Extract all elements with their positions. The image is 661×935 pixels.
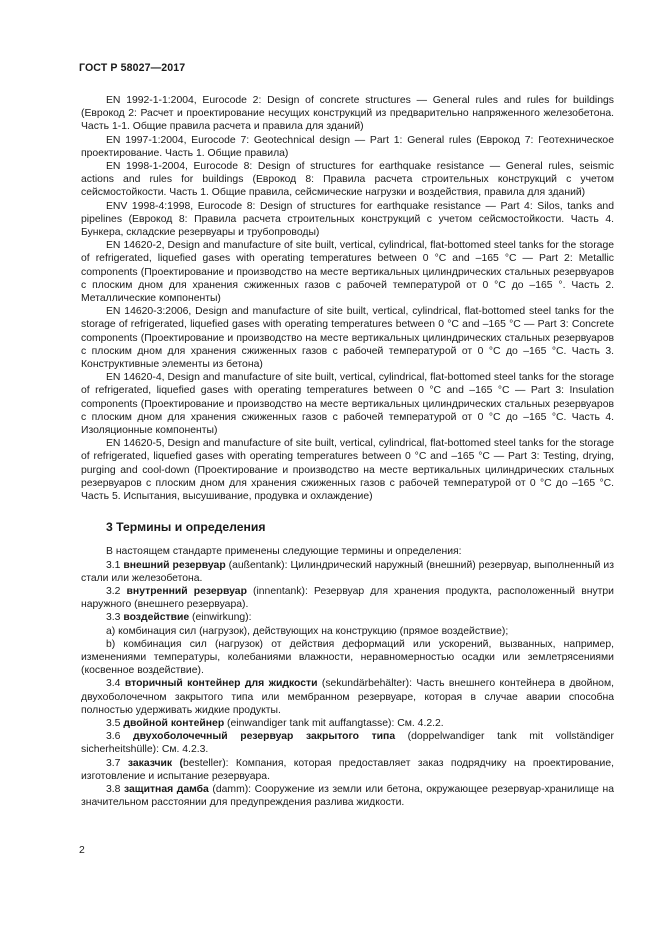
document-body [81, 94, 614, 809]
term-definition [81, 677, 614, 717]
term-definition [81, 611, 614, 624]
term-text: (einwirkung): [189, 612, 252, 624]
reference-item: EN 14620-2, Design and manufacture of site built, vertical, cylindrical, flat-bottomed steel tanks for the storage of refrigerated, liquefied gases with operating temperatures between 0 °C and –165 °C — Part 2: Metallic components (Проектирование и производство на месте вертикальных цилиндрических стальных резервуаров с плоским дном для хранения сжиженных газов с рабочей температурой от 0 °C до –165 °. Часть 2. Металлические компоненты) [81, 240, 614, 305]
term-name: двухоболочечный резервуар закрытого типа [133, 731, 396, 743]
term-subitem: а) комбинация сил (нагрузок), действующих на конструкцию (прямое воздействие); [106, 625, 509, 637]
term-name: защитная дамба [124, 783, 209, 795]
term-text: besteller): Компания, которая предоставляет заказ подрядчику на проектирование, изготовление и испытание резервуара. [81, 757, 614, 782]
term-text: (außentank): Цилиндрический наружный (внешний) резервуар, выполненный из стали или железобетона. [81, 559, 614, 584]
term-number: 3.4 [106, 678, 125, 690]
term-number: 3.1 [106, 559, 124, 571]
reference-item: EN 14620-4, Design and manufacture of site built, vertical, cylindrical, flat-bottomed steel tanks for the storage of refrigerated, liquefied gases with operating temperatures between 0 °C and –165 °C — Part 3: Insulation components (Проектирование и производство на месте вертикальных цилиндрических стальных резервуаров с плоским дном для хранения сжиженных газов с рабочей температурой от 0 °C до –165 °C. Часть 4. Изоляционные компоненты) [81, 372, 614, 437]
section-heading: 3 Термины и определения [106, 520, 266, 535]
term-text: (innentank): Резервуар для хранения продукта, расположенный внутри наружного (внешнего резервуара). [81, 585, 614, 611]
term-definition [81, 717, 614, 730]
term-number: 3.2 [106, 585, 127, 597]
reference-item: EN 1998-1-2004, Eurocode 8: Design of structures for earthquake resistance — General rules, seismic actions and rules for buildings (Еврокод 8: Правила расчета строительных конструкций с учетом сейсмостойкости. Часть 1. Общие правила, сейсмические нагрузки и воздействия, правила для зданий) [81, 161, 614, 199]
page-number: 2 [79, 845, 85, 856]
term-number: 3.7 [106, 757, 128, 769]
term-number: 3.5 [106, 717, 124, 729]
reference-item: EN 14620-5, Design and manufacture of site built, vertical, cylindrical, flat-bottomed steel tanks for the storage of refrigerated, liquefied gases with operating temperatures between 0 °C and –165 °C — Part 3: Testing, drying, purging and cool-down (Проектирование и производство на месте вертикальных цилиндрических стальных резервуаров с плоским дном для хранения сжиженных газов с рабочей температурой от 0 °C до –165 °C. Часть 5. Испытания, высушивание, продувка и охлаждение) [81, 438, 614, 503]
term-definition [81, 585, 614, 611]
term-name: вторичный контейнер для жидкости [124, 678, 318, 690]
reference-item: EN 14620-3:2006, Design and manufacture of site built, vertical, cylindrical, flat-bottomed steel tanks for the storage of refrigerated, liquefied gases with operating temperatures between 0 °C and –165 °C — Part 3: Concrete components (Проектирование и производство на месте вертикальных цилиндрических стальных резервуаров с плоским дном для хранения сжиженных газов с рабочей температурой от 0 °C до –165 °C. Часть 3. Конструктивные элементы из бетона) [81, 306, 614, 371]
term-definition [81, 783, 614, 809]
standard-code-header: ГОСТ Р 58027—2017 [79, 62, 186, 74]
term-text: (einwandiger tank mit auffangtasse): См. 4.2.2. [224, 717, 444, 729]
term-name: внутренний резервуар [126, 585, 247, 597]
term-name: двойной контейнер [123, 717, 225, 729]
term-definition [81, 730, 614, 756]
term-name: внешний резервуар [123, 559, 226, 571]
term-text: (damm): Сооружение из земли или бетона, окружающее резервуар-хранилище на значительном расстоянии для предупреждения разлива жидкости. [81, 783, 614, 809]
term-name: воздействие [123, 612, 190, 624]
reference-item: EN 1997-1:2004, Eurocode 7: Geotechnical design — Part 1: General rules (Еврокод 7: Геотехническое проектирование. Часть 1. Общие правила) [81, 134, 614, 159]
term-definition [81, 559, 614, 585]
term-definition [81, 757, 614, 783]
term-name: заказчик ( [127, 757, 183, 769]
term-number: 3.6 [106, 731, 133, 743]
term-subitem: b) комбинация сил (нагрузок) от действия деформаций или ускорений, вызванных, например, изменениями температуры, колебаниями влажности, неравномерностью осадки или землетрясениями (косвенное воздействие). [81, 638, 614, 677]
section-intro: В настоящем стандарте применены следующие термины и определения: [106, 546, 462, 558]
reference-item: EN 1992-1-1:2004, Eurocode 2: Design of concrete structures — General rules and rules for buildings (Еврокод 2: Расчет и проектирование несущих конструкций из предварительно напряженного железобетона. Часть 1-1. Общие правила расчета и правила для зданий) [81, 95, 614, 133]
term-text: (doppelwandiger tank mit vollständiger sicherheitshülle): См. 4.2.3. [81, 731, 614, 756]
term-text: (sekundärbehälter): Часть внешнего контейнера в двойном, двухоболочечном закрытого типа или мембранном резервуаре, которая в случае аварии способна полностью удерживать жидкие продукты. [81, 678, 614, 716]
reference-item: ENV 1998-4:1998, Eurocode 8: Design of structures for earthquake resistance — Part 4: Silos, tanks and pipelines (Еврокод 8: Правила расчета строительных конструкций с учетом сейсмостойкости. Часть 4. Бункера, складские резервуары и трубопроводы) [81, 200, 614, 239]
term-number: 3.3 [106, 612, 124, 624]
term-number: 3.8 [106, 783, 124, 795]
